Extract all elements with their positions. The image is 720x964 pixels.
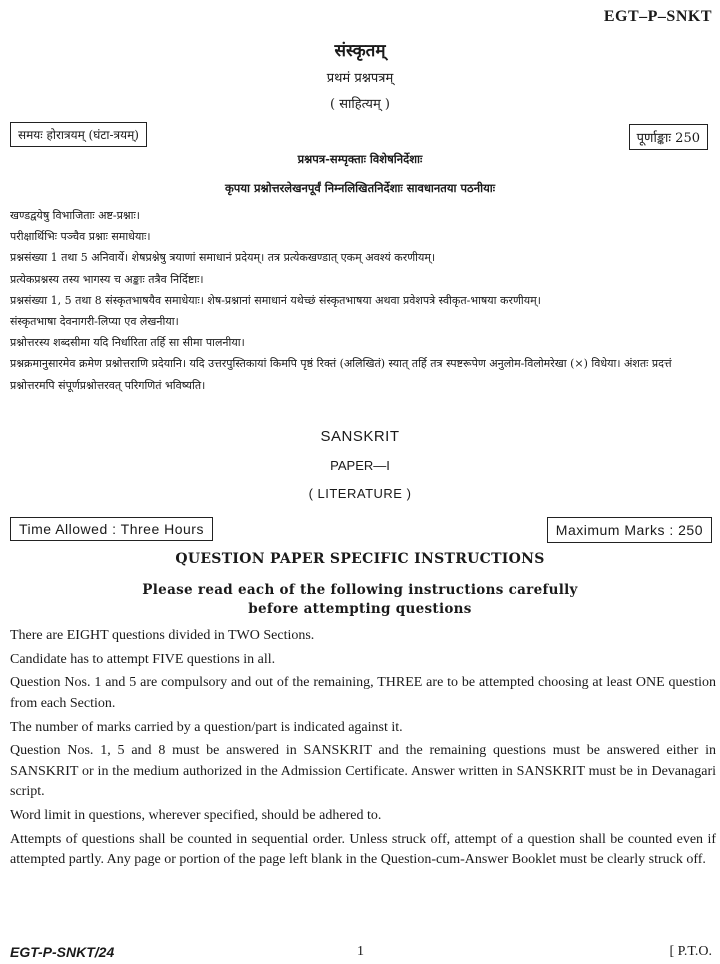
english-instruction: Question Nos. 1 and 5 are compulsory and out of the remaining, THREE are to be attempted choosing at least ONE question from each Section. [10,675,716,711]
english-instruction: Attempts of questions shall be counted in sequential order. Unless struck off, attempt of a question shall be counted even if attempted partly. Any page or portion of the page left blank in the Question-cum-Answer Booklet must be clearly struck off. [10,831,716,868]
hindi-instructions-subheading: कृपया प्रश्नोत्तरलेखनपूर्वं निम्नलिखितनिर्देशाः सावधानतया पठनीयाः [224,181,496,195]
paper-code: EGT–P–SNKT [603,8,712,25]
hindi-marks-box: पूर्णाङ्काः 250 [629,124,708,150]
hindi-instruction: प्रश्नसंख्या 1, 5 तथा 8 संस्कृतभाषयैव समाधेयाः। शेष-प्रश्नानां समाधानं यथेच्छं संस्कृतभाषया अथवा प्रवेशपत्रे स्वीकृत-भाषया करणीयम्। [10,293,541,307]
hindi-instructions-list [10,205,714,396]
english-instructions-subheading-line1: Please read each of the following instructions carefully [142,582,578,598]
footer-pto: [ P.T.O. [669,944,712,959]
hindi-subject: ( साहित्यम् ) [330,97,390,112]
english-instruction: Candidate has to attempt FIVE questions in all. [10,651,276,667]
english-instruction: There are EIGHT questions divided in TWO Sections. [10,628,315,643]
hindi-instruction: प्रश्नसंख्या 1 तथा 5 अनिवार्ये। शेषप्रश्नेषु त्रयाणां समाधानं प्रदेयम्। तत्र प्रत्येकखण्डात् एकम् अवश्यं करणीयम्। [10,251,436,265]
english-instruction: Question Nos. 1, 5 and 8 must be answered in SANSKRIT and the remaining questions must be answered either in SANSKRIT or in the medium authorized in the Admission Certificate. Answer written in SANSKRIT must be in Devanagari script. [10,743,716,800]
english-instruction: The number of marks carried by a question/part is indicated against it. [10,719,403,735]
hindi-instructions-heading: प्रश्नपत्र-सम्पृक्ताः विशेषनिर्देशाः [297,152,423,166]
english-instructions-heading: QUESTION PAPER SPECIFIC INSTRUCTIONS [175,551,545,567]
hindi-instruction: संस्कृतभाषा देवनागरी-लिप्या एव लेखनीया। [10,315,179,329]
english-paper-number: PAPER—I [330,458,390,473]
hindi-instruction: परीक्षार्थिभिः पञ्चैव प्रश्नाः समाधेयाः। [10,230,151,244]
english-time-box: Time Allowed : Three Hours [10,517,213,541]
english-marks-box: Maximum Marks : 250 [547,517,712,543]
hindi-paper-number: प्रथमं प्रश्नपत्रम् [326,71,394,86]
hindi-instruction: प्रत्येकप्रश्नस्य तस्य भागस्य च अङ्काः तत्रैव निर्दिष्टाः। [10,272,204,286]
hindi-instruction: प्रश्नोत्तरस्य शब्दसीमा यदि निर्धारिता तर्हि सा सीमा पालनीया। [10,336,245,350]
hindi-instruction: खण्डद्वयेषु विभाजिताः अष्ट-प्रश्नाः। [10,209,140,222]
english-title: SANSKRIT [320,428,400,445]
hindi-time-box: समयः होरात्रयम् (घंटा-त्रयम्) [10,122,147,147]
english-instructions-subheading-line2: before attempting questions [248,601,472,617]
english-instruction: Word limit in questions, wherever specified, should be adhered to. [10,807,382,823]
english-subject: ( LITERATURE ) [308,486,412,501]
hindi-title: संस्कृतम् [334,41,386,61]
footer-paper-code: EGT-P-SNKT/24 [10,944,115,960]
hindi-instruction: प्रश्नक्रमानुसारमेव क्रमेण प्रश्नोत्तराणि प्रदेयानि। यदि उत्तरपुस्तिकायां किमपि पृष्ठं रिक्तं (अलिखितं) स्यात् तर्हि तत्र स्पष्टरूपेण अनुलोम-विलोमरेखा (×) विधेया। अंशतः प्रदत्तं प्रश्नोत्तरमपि संपूर्णप्रश्नोत्तरवत् परिगणितं भविष्यति। [10,357,672,392]
english-instructions-list [10,626,716,874]
footer-page-number: 1 [357,944,364,959]
